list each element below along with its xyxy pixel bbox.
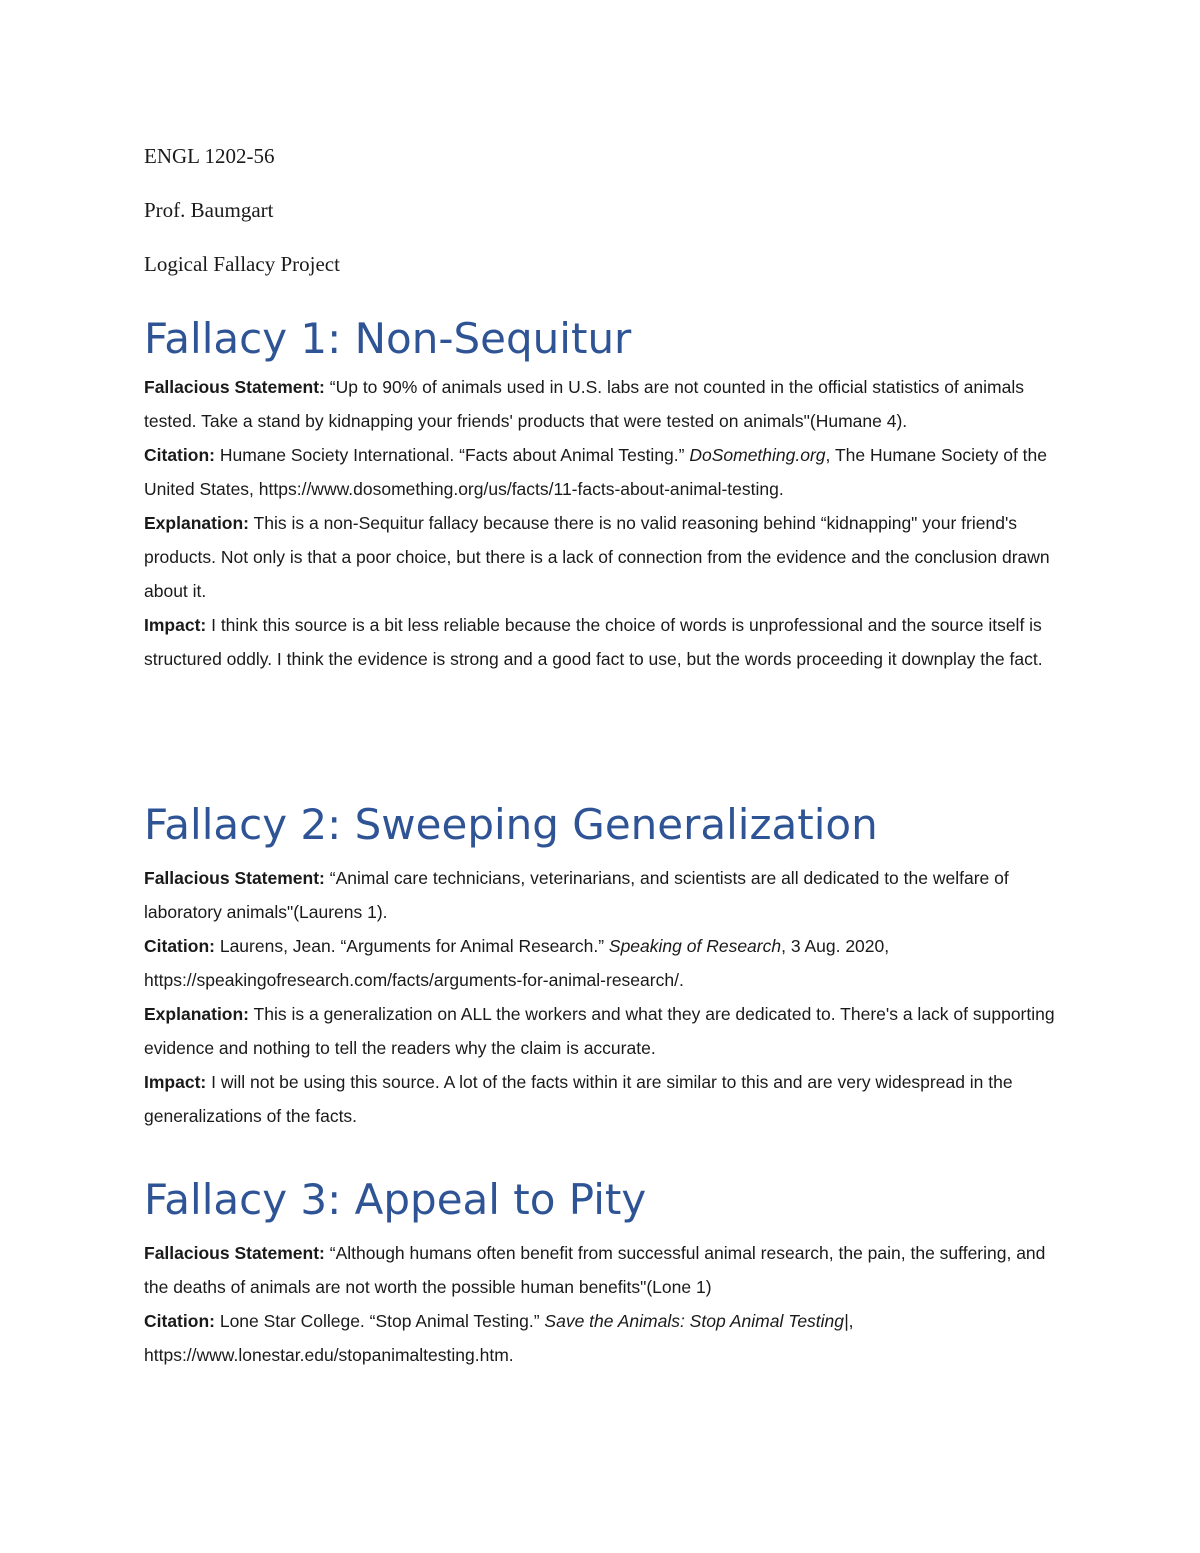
explanation-text: This is a generalization on ALL the workers and what they are dedicated to. There's a lack of supporting evidence and nothing to tell the readers why the claim is accurate. xyxy=(144,1004,1055,1058)
citation-text: Humane Society International. “Facts about Animal Testing.” xyxy=(214,445,690,465)
impact-text: I will not be using this source. A lot of the facts within it are similar to this and are very widespread in the generalizations of the facts. xyxy=(144,1072,1013,1126)
citation-text: Laurens, Jean. “Arguments for Animal Research.” xyxy=(214,936,609,956)
statement-label: Fallacious Statement: xyxy=(144,1243,325,1263)
statement-label: Fallacious Statement: xyxy=(144,868,325,888)
statement-text: “Animal care technicians, veterinarians, and scientists are all dedicated to the welfare of laboratory animals"(Laurens 1). xyxy=(144,868,1009,922)
citation-label: Citation: xyxy=(144,445,215,465)
fallacy-1-body xyxy=(144,370,1064,676)
fallacy-1-statement xyxy=(144,370,1064,438)
fallacy-2-citation xyxy=(144,929,1064,997)
citation-label: Citation: xyxy=(144,936,215,956)
explanation-text: This is a non-Sequitur fallacy because there is no valid reasoning behind “kidnapping" your friend's products. Not only is that a poor choice, but there is a lack of connection from the evidence and the conclusion drawn about it. xyxy=(144,513,1050,601)
fallacy-1-impact xyxy=(144,608,1064,676)
citation-source-title: DoSomething.org xyxy=(689,445,826,465)
fallacy-2-statement xyxy=(144,861,1064,929)
citation-text-rest: , https://www.lonestar.edu/stopanimaltesting.htm. xyxy=(144,1311,854,1365)
impact-text: I think this source is a bit less reliable because the choice of words is unprofessional and the source itself is structured oddly. I think the evidence is strong and a good fact to use, but the words proceeding it downplay the fact. xyxy=(144,615,1043,669)
professor-line: Prof. Baumgart xyxy=(144,198,274,222)
explanation-label: Explanation: xyxy=(144,513,250,533)
project-title-line: Logical Fallacy Project xyxy=(144,252,340,276)
fallacy-2-impact xyxy=(144,1065,1064,1133)
course-line: ENGL 1202-56 xyxy=(144,144,275,168)
fallacy-3-body xyxy=(144,1236,1064,1372)
fallacy-2-heading: Fallacy 2: Sweeping Generalization xyxy=(144,800,878,849)
citation-text-rest: , 3 Aug. 2020, https://speakingofresearch.com/facts/arguments-for-animal-research/. xyxy=(144,936,890,990)
impact-label: Impact: xyxy=(144,1072,207,1092)
fallacy-3-statement xyxy=(144,1236,1064,1304)
citation-source-title: Save the Animals: Stop Animal Testing| xyxy=(544,1311,849,1331)
fallacy-3-citation xyxy=(144,1304,1064,1372)
fallacy-1-citation xyxy=(144,438,1064,506)
fallacy-1-explanation xyxy=(144,506,1064,608)
citation-source-title: Speaking of Research xyxy=(608,936,782,956)
citation-text: Lone Star College. “Stop Animal Testing.” xyxy=(214,1311,545,1331)
statement-label: Fallacious Statement: xyxy=(144,377,325,397)
fallacy-1-heading: Fallacy 1: Non-Sequitur xyxy=(144,314,632,363)
citation-label: Citation: xyxy=(144,1311,215,1331)
explanation-label: Explanation: xyxy=(144,1004,250,1024)
fallacy-2-body xyxy=(144,861,1064,1133)
impact-label: Impact: xyxy=(144,615,207,635)
statement-text: “Up to 90% of animals used in U.S. labs are not counted in the official statistics of animals tested. Take a stand by kidnapping your friends' products that were tested on animals"(Humane 4). xyxy=(144,377,1024,431)
fallacy-2-explanation xyxy=(144,997,1064,1065)
statement-text: “Although humans often benefit from successful animal research, the pain, the suffering, and the deaths of animals are not worth the possible human benefits"(Lone 1) xyxy=(144,1243,1046,1297)
citation-text-rest: , The Humane Society of the United States, https://www.dosomething.org/us/facts/11-facts-about-animal-testing. xyxy=(144,445,1048,499)
fallacy-3-heading: Fallacy 3: Appeal to Pity xyxy=(144,1175,647,1224)
